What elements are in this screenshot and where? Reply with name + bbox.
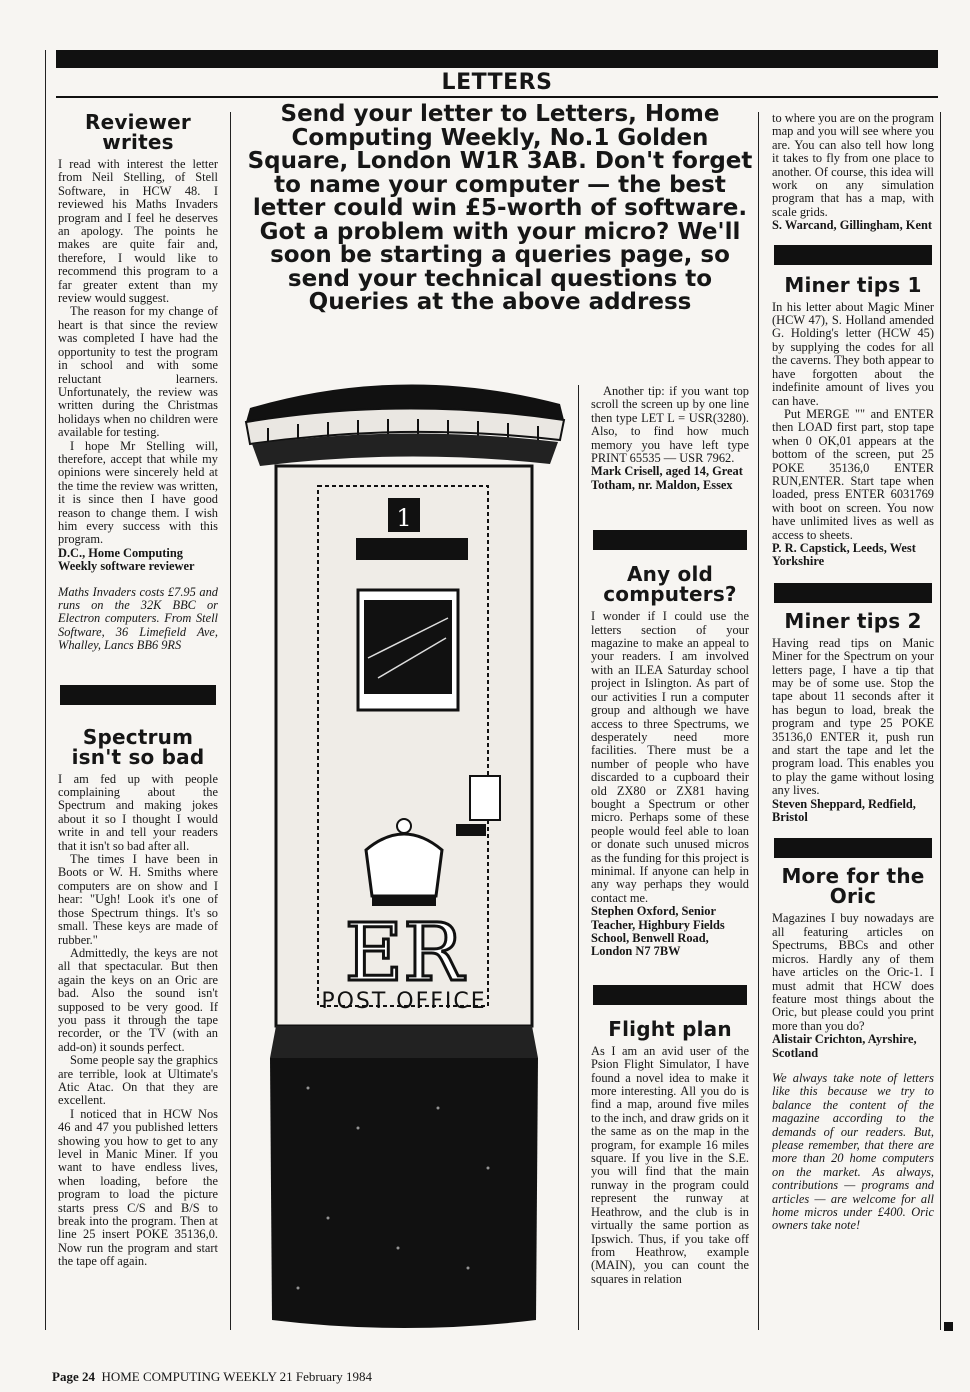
letter-paragraph: Admittedly, the keys are not all that spectacular. But then again the keys on an Oric are bad. Also the sound isn't supposed to be very good. If you pass it through the tape recorder, or the TV (with an add-on) it sounds perfect. [58, 945, 218, 1054]
letter-signature: S. Warcand, Gillingham, Kent [772, 218, 932, 233]
letter-signature: Alistair Crichton, Ayrshire, Scotland [772, 1032, 917, 1060]
separator-bar [60, 685, 216, 705]
letter-title: More for the Oric [781, 864, 925, 909]
letter-signature: D.C., Home Computing Weekly software reviewer [58, 545, 195, 574]
letter-signature: Mark Crisell, aged 14, Great Totham, nr. Maldon, Essex [591, 464, 743, 492]
column-rule-1 [230, 112, 231, 1330]
column-rule-2 [578, 385, 579, 1330]
page-footer [52, 1369, 372, 1385]
letter-paragraph: I read with interest the letter from Neil Stelling, of Stell Software, in HCW 48. I reviewed his Maths Invaders program and I feel he deserves an apology. The points he makes are quite fair and, therefore, I would like to recommend this program to a far greater extent than my review would suggest. [58, 157, 218, 306]
letter-paragraph: In his letter about Magic Miner (HCW 47), S. Holland amended G. Holding's letter (HCW 45) by supplying the codes for all the caverns. They both appear to have forgotten about the indefinite amount of lives you can have. [772, 299, 934, 408]
editor-note: Maths Invaders costs £7.95 and runs on the 32K BBC or Electron computers. From Stell Software, 36 Limefield Ave, Whalley, Lancs BB6 9RS [58, 584, 218, 653]
letter-paragraph: Put MERGE "" and ENTER then LOAD first part, stop tape when 0 OK,01 appears at the bottom of the screen, put 25 POKE 35136,0 ENTER RUN,ENTER. Start tape when loaded, press ENTER 6031769 with boot on screen. You now have unlimited lives as well as access to sheets. [772, 406, 934, 542]
magazine-issue: HOME COMPUTING WEEKLY 21 February 1984 [101, 1369, 373, 1384]
letter-title: Reviewer writes [85, 110, 191, 154]
separator-bar [774, 838, 932, 858]
pillar-number: 1 [396, 504, 412, 532]
separator-bar [774, 583, 932, 603]
letter-title: Spectrum isn't so bad [71, 724, 205, 769]
letter-title: Miner tips 1 [784, 272, 922, 297]
letter-paragraph: I hope Mr Stelling will, therefore, accept that while my opinions were sincerely held at the time the review was written, it is since then I have good reason to change them. I wish him every success with this program. [58, 438, 218, 547]
letter-paragraph: Magazines I buy nowadays are all featuring articles on Spectrums, BBCs and other micros. Hardly any of them have articles on the Oric-1. I must admit that HCW does feature most things about the Oric, but please could you print more than you do? [772, 911, 934, 1033]
separator-bar [593, 530, 747, 550]
letter-paragraph: Another tip: if you want top scroll the screen up by one line then type LET L = USR(3280). Also, to find how much memory you have left type PRINT 65535 — USR 7962. [591, 384, 749, 466]
letter-paragraph: I noticed that in HCW Nos 46 and 47 you published letters showing you how to get to any level in Manic Miner. If you want to have endless lives, when loading, before the program to load the picture starts press C/S and B/S to break into the program. Then at line 25 insert POKE 35136,0. Now run the program and start the tape off again. [58, 1106, 218, 1269]
column-3 [591, 385, 749, 1286]
column-rule-left [45, 50, 46, 1330]
letter-signature: P. R. Capstick, Leeds, West Yorkshire [772, 540, 916, 569]
column-4 [772, 112, 934, 1233]
letter-paragraph: Having read tips on Manic Miner for the Spectrum on your letters page, I have a tip that may be of some use. Stop the tape about 11 seconds after it has begun to load, break the program and type 25 POKE 35136,0 ENTER it, push run and start the tape and let the program load. This enables you to play the game without losing any lives. [772, 635, 934, 798]
headline-send-letters: Send your letter to Letters, Home Computing Weekly, No.1 Golden Square, London W1R 3AB. Don't forget to name your computer — the best letter could win £5-worth of software. Got a problem with your micro? We'll soon be starting a queries page, so send your technical questions to Queries at the above address [247, 101, 753, 315]
page-number: Page 24 [52, 1369, 95, 1384]
separator-bar [774, 245, 932, 265]
column-rule-right [940, 112, 941, 1330]
letter-paragraph: I am fed up with people complaining about the Spectrum and making jokes about it so I thought I would write in and tell your readers that it isn't so bad after all. [58, 771, 218, 853]
separator-bar [593, 985, 747, 1005]
pillar-box-illustration [238, 368, 570, 1333]
royal-cipher: ER [344, 906, 464, 999]
letter-paragraph: Some people say the graphics are terrible, look at Ultimate's Atic Atac. On that they are excellent. [58, 1053, 218, 1108]
letter-signature: Stephen Oxford, Senior Teacher, Highbury Fields School, Benwell Road, London N7 7BW [591, 904, 725, 959]
post-office-plate: POST OFFICE [321, 989, 487, 1014]
top-banner-bar [56, 50, 938, 68]
letter-paragraph: I wonder if I could use the letters section of your magazine to make an appeal to your readers. I am involved with an ILEA Saturday school project in Islington. As part of our activities I run a computer group and although we have access to three Spectrums, we desperately need more facilities. There must be a number of people who have discarded to a cupboard their old ZX80 or ZX81 having bought a Spectrum or other micro. Perhaps some of these people would feel able to loan or donate such unused micros as the funding for this project is minimal. If anyone can help in any way perhaps they would contact me. [591, 609, 749, 905]
section-title: LETTERS [441, 70, 553, 95]
letter-paragraph: to where you are on the program map and you will see where you are. You can also tell how long it takes to fly from one place to another. Of course, this idea will work on any simulation program that has a map, with scale grids. [772, 111, 934, 219]
title-rule [56, 96, 938, 98]
end-mark [944, 1322, 953, 1331]
letter-paragraph: As I am an avid user of the Psion Flight Simulator, I have found a novel idea to make it more interesting. All you do is find a map, around five miles to the inch, and draw grids on it the same as on the map in the program, for example 16 miles square. If you live in the S.E. you will find that the main runway in the program could represent the runway at Heathrow, and the club is in virtually the same portion as Ipswich. Thus, if you take off from Heathrow, example (MAIN), you can count the squares in relation [591, 1043, 749, 1286]
letter-paragraph: The times I have been in Boots or W. H. Smiths where computers are on show and I hear: "Ugh! Look it's one of those Spectrum things. It's so small. These keys are made of rubber." [58, 852, 218, 947]
letter-signature: Steven Sheppard, Redfield, Bristol [772, 796, 916, 825]
letter-title: Miner tips 2 [784, 608, 922, 633]
letter-paragraph: The reason for my change of heart is that since the review was completed I have had the opportunity to test the program in school and with some reluctant learners. Unfortunately, the review was written during the Christmas holidays when no children were available for testing. [58, 304, 218, 440]
editor-note: We always take note of letters like this because we try to balance the content of the magazine according to the demands of our readers. But, please remember, that there are more than 20 home computers on the market. As always, contributions — programs and articles — are welcome for all home micros under £400. Oric owners take note! [772, 1070, 934, 1233]
letter-title: Any old computers? [603, 562, 737, 607]
column-1 [58, 106, 218, 1269]
letter-title: Flight plan [608, 1016, 732, 1041]
